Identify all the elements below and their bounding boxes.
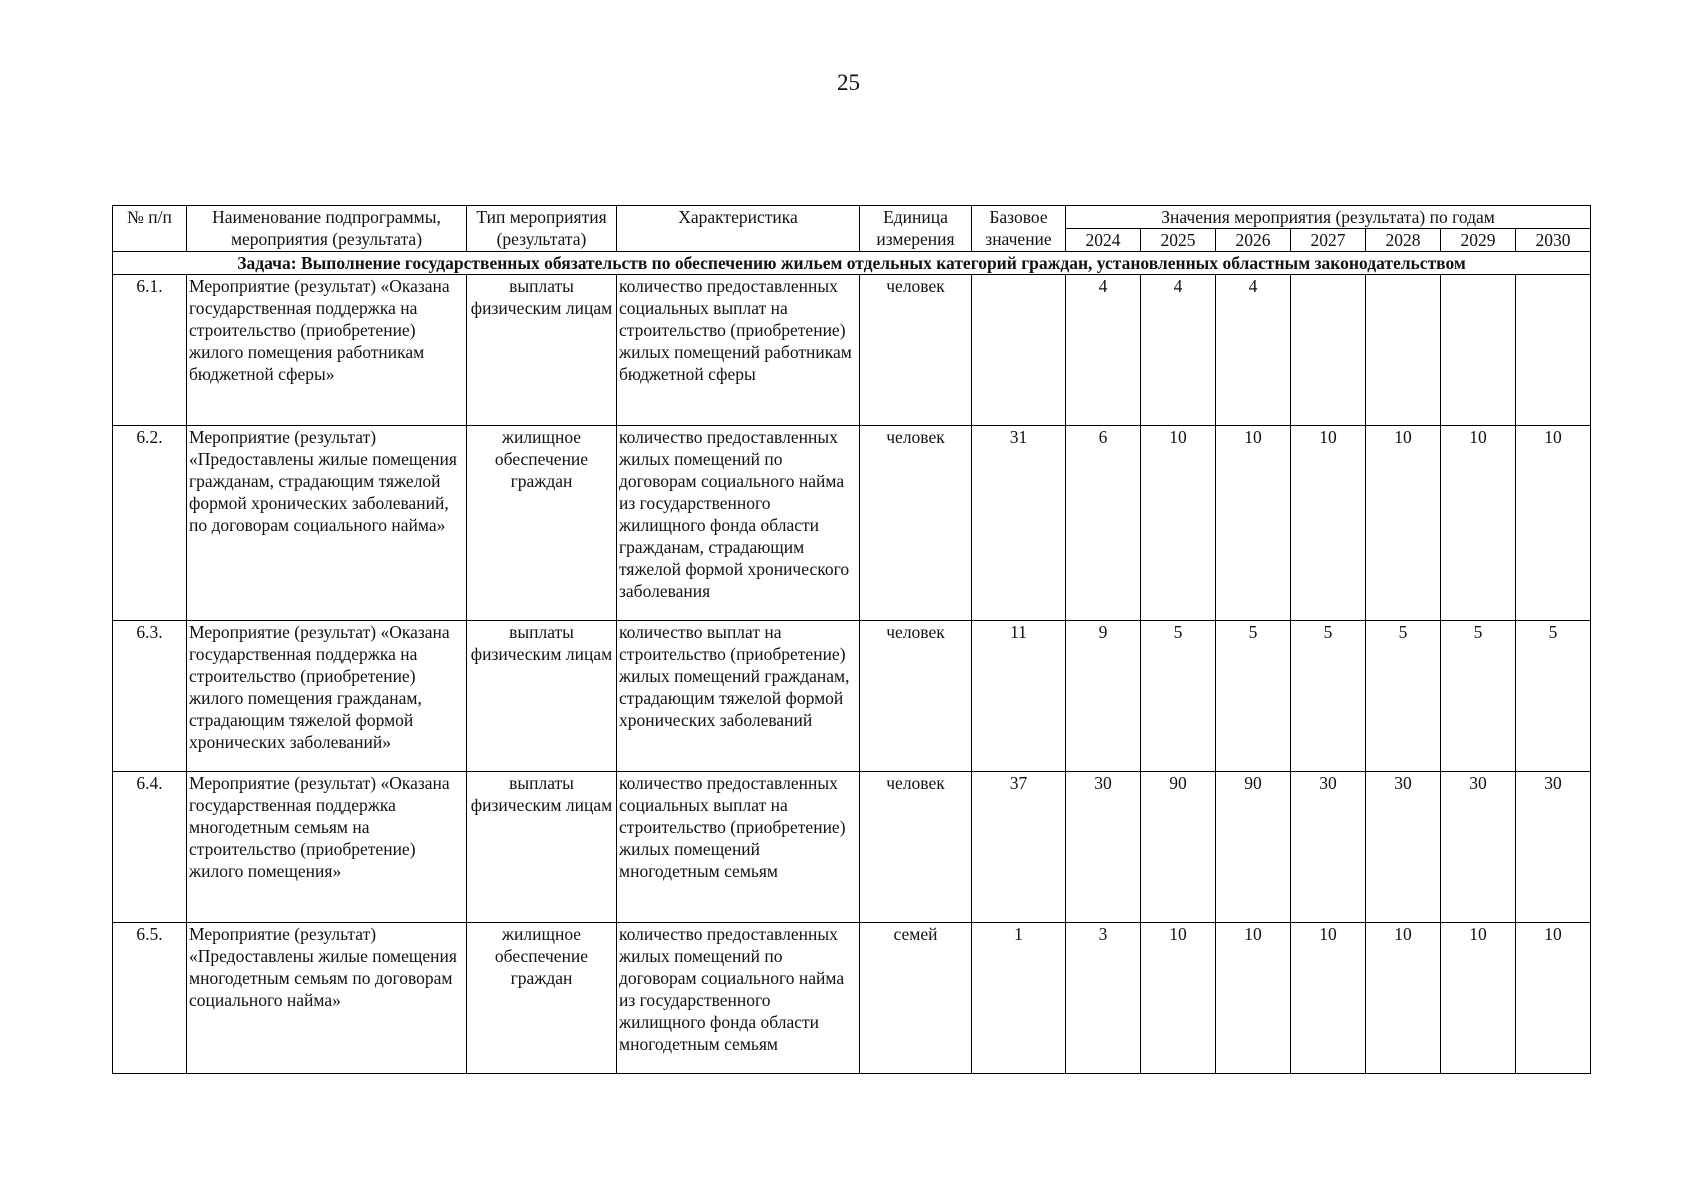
row-value: 6 <box>1066 426 1141 621</box>
row-unit: человек <box>860 426 972 621</box>
row-value: 10 <box>1441 426 1516 621</box>
row-value: 10 <box>1291 923 1366 1074</box>
row-characteristic: количество предоставленных социальных выплат на строительство (приобретение) жилых помещений работникам бюджетной сферы <box>617 275 860 426</box>
row-value <box>1366 275 1441 426</box>
table-row <box>113 275 1591 426</box>
header-year: 2024 <box>1066 229 1141 252</box>
row-value <box>1291 275 1366 426</box>
row-value: 90 <box>1216 772 1291 923</box>
task-title: Задача: Выполнение государственных обязательств по обеспечению жильем отдельных категорий граждан, установленных областным законодательством <box>113 252 1591 275</box>
row-characteristic: количество предоставленных жилых помещений по договорам социального найма из государственного жилищного фонда области многодетным семьям <box>617 923 860 1074</box>
row-value: 30 <box>1366 772 1441 923</box>
row-value: 5 <box>1216 621 1291 772</box>
row-base <box>972 275 1066 426</box>
row-num: 6.2. <box>113 426 187 621</box>
header-years-title: Значения мероприятия (результата) по годам <box>1066 206 1591 229</box>
table-row <box>113 426 1591 621</box>
row-value: 10 <box>1516 426 1591 621</box>
header-year: 2028 <box>1366 229 1441 252</box>
row-value <box>1441 275 1516 426</box>
row-base: 37 <box>972 772 1066 923</box>
row-value <box>1516 275 1591 426</box>
row-value: 4 <box>1216 275 1291 426</box>
row-value: 10 <box>1291 426 1366 621</box>
header-unit: Единица измерения <box>860 206 972 252</box>
table-row <box>113 772 1591 923</box>
row-value: 5 <box>1141 621 1216 772</box>
row-value: 9 <box>1066 621 1141 772</box>
row-characteristic: количество предоставленных социальных выплат на строительство (приобретение) жилых помещений многодетным семьям <box>617 772 860 923</box>
row-name: Мероприятие (результат) «Оказана государственная поддержка на строительство (приобретение) жилого помещения гражданам, страдающим тяжелой формой хронических заболеваний» <box>187 621 467 772</box>
header-year: 2027 <box>1291 229 1366 252</box>
header-characteristic: Характеристика <box>617 206 860 252</box>
row-value: 90 <box>1141 772 1216 923</box>
row-base: 1 <box>972 923 1066 1074</box>
row-num: 6.3. <box>113 621 187 772</box>
row-type: выплаты физическим лицам <box>467 772 617 923</box>
row-characteristic: количество выплат на строительство (приобретение) жилых помещений гражданам, страдающим тяжелой формой хронических заболеваний <box>617 621 860 772</box>
header-year: 2029 <box>1441 229 1516 252</box>
table-header <box>113 206 1591 252</box>
row-value: 3 <box>1066 923 1141 1074</box>
header-type: Тип мероприятия (результата) <box>467 206 617 252</box>
row-value: 10 <box>1216 426 1291 621</box>
row-value: 30 <box>1516 772 1591 923</box>
row-base: 11 <box>972 621 1066 772</box>
row-value: 4 <box>1066 275 1141 426</box>
row-value: 10 <box>1366 426 1441 621</box>
page-number: 25 <box>837 70 860 95</box>
row-name: Мероприятие (результат) «Оказана государственная поддержка многодетным семьям на строительство (приобретение) жилого помещения» <box>187 772 467 923</box>
row-name: Мероприятие (результат) «Оказана государственная поддержка на строительство (приобретение) жилого помещения работникам бюджетной сферы» <box>187 275 467 426</box>
row-value: 10 <box>1216 923 1291 1074</box>
row-value: 5 <box>1291 621 1366 772</box>
row-value: 30 <box>1291 772 1366 923</box>
header-year: 2025 <box>1141 229 1216 252</box>
results-table <box>112 205 1591 1074</box>
row-value: 10 <box>1516 923 1591 1074</box>
row-value: 10 <box>1441 923 1516 1074</box>
header-year: 2026 <box>1216 229 1291 252</box>
row-num: 6.5. <box>113 923 187 1074</box>
row-value: 10 <box>1141 923 1216 1074</box>
row-type: жилищное обеспечение граждан <box>467 923 617 1074</box>
header-name: Наименование подпрограммы, мероприятия (результата) <box>187 206 467 252</box>
row-value: 30 <box>1441 772 1516 923</box>
row-num: 6.4. <box>113 772 187 923</box>
row-type: выплаты физическим лицам <box>467 275 617 426</box>
header-base: Базовое значение <box>972 206 1066 252</box>
row-value: 10 <box>1141 426 1216 621</box>
row-num: 6.1. <box>113 275 187 426</box>
table-row <box>113 923 1591 1074</box>
row-value: 30 <box>1066 772 1141 923</box>
row-name: Мероприятие (результат) «Предоставлены жилые помещения гражданам, страдающим тяжелой формой хронических заболеваний, по договорам социального найма» <box>187 426 467 621</box>
row-characteristic: количество предоставленных жилых помещений по договорам социального найма из государственного жилищного фонда области гражданам, страдающим тяжелой формой хронического заболевания <box>617 426 860 621</box>
row-unit: человек <box>860 772 972 923</box>
header-year: 2030 <box>1516 229 1591 252</box>
row-unit: человек <box>860 275 972 426</box>
row-type: жилищное обеспечение граждан <box>467 426 617 621</box>
row-name: Мероприятие (результат) «Предоставлены жилые помещения многодетным семьям по договорам социального найма» <box>187 923 467 1074</box>
row-value: 5 <box>1441 621 1516 772</box>
row-unit: семей <box>860 923 972 1074</box>
row-value: 5 <box>1366 621 1441 772</box>
task-row <box>113 252 1591 275</box>
row-unit: человек <box>860 621 972 772</box>
header-num: № п/п <box>113 206 187 252</box>
row-base: 31 <box>972 426 1066 621</box>
row-value: 4 <box>1141 275 1216 426</box>
row-type: выплаты физическим лицам <box>467 621 617 772</box>
table-row <box>113 621 1591 772</box>
row-value: 5 <box>1516 621 1591 772</box>
row-value: 10 <box>1366 923 1441 1074</box>
